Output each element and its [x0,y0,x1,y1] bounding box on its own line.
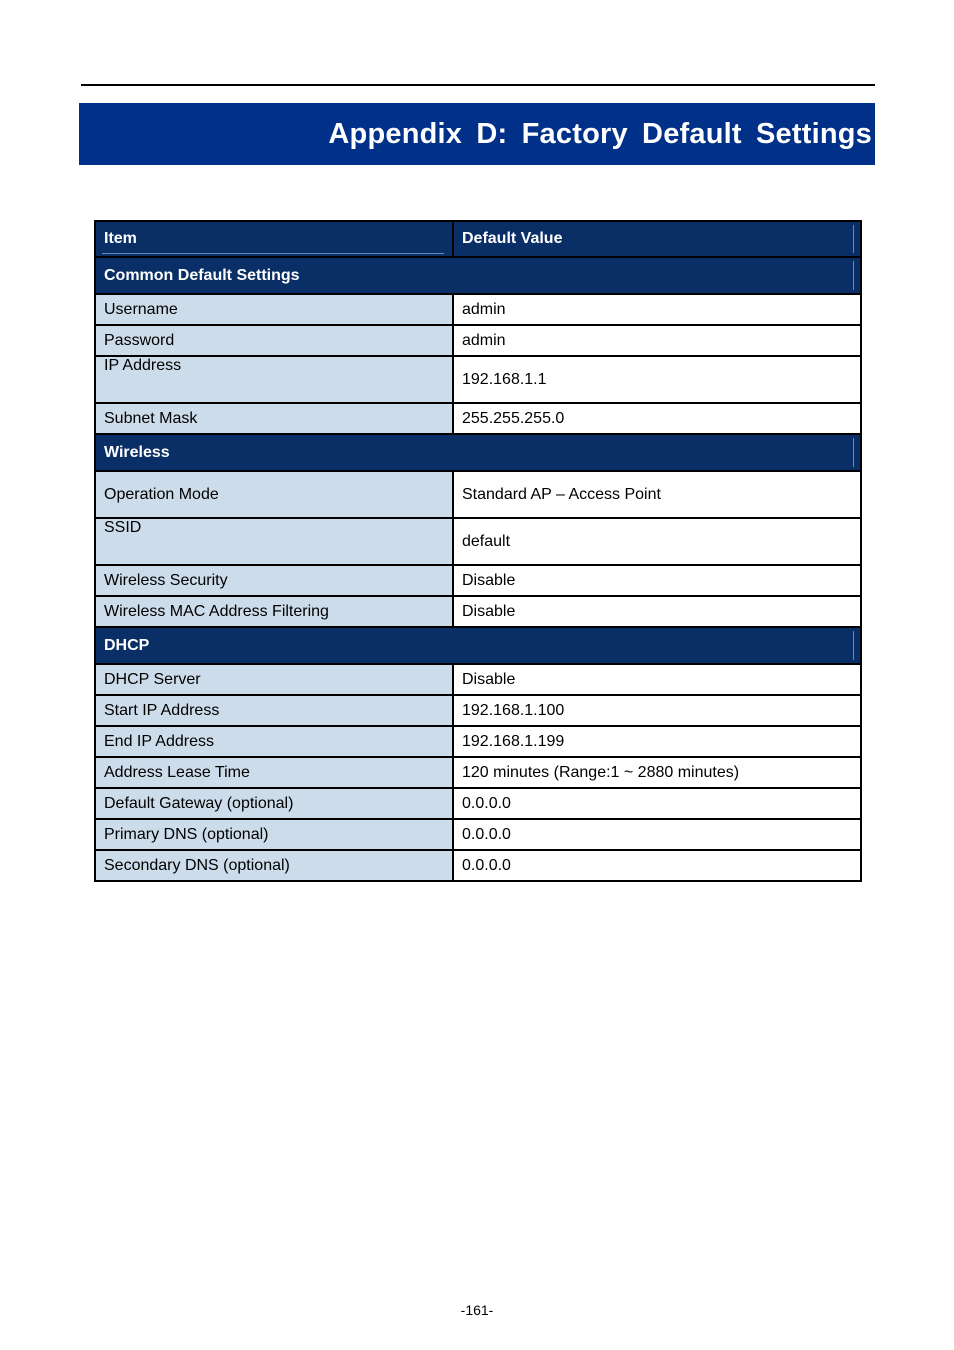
section-title: Wireless [95,434,861,471]
factory-defaults-table [94,220,862,882]
table-row [95,565,861,596]
table-row [95,788,861,819]
row-value: 0.0.0.0 [453,788,861,819]
page-title: Appendix D: Factory Default Settings [328,117,872,150]
row-item: Wireless MAC Address Filtering [95,596,453,627]
section-common-default-settings [95,257,861,294]
table-row [95,356,861,403]
row-value: Disable [453,565,861,596]
row-value: 120 minutes (Range:1 ~ 2880 minutes) [453,757,861,788]
row-item: Password [95,325,453,356]
row-item: Primary DNS (optional) [95,819,453,850]
table-row [95,294,861,325]
row-value: Disable [453,596,861,627]
row-value: 192.168.1.199 [453,726,861,757]
table-row [95,664,861,695]
section-dhcp [95,627,861,664]
row-value: admin [453,294,861,325]
page-number: -161- [460,1302,494,1318]
row-item: Default Gateway (optional) [95,788,453,819]
row-item: Address Lease Time [95,757,453,788]
top-rule [81,84,875,86]
row-item: Operation Mode [95,471,453,518]
row-value: Standard AP – Access Point [453,471,861,518]
table-row [95,757,861,788]
table-row [95,726,861,757]
row-item: Username [95,294,453,325]
row-value: default [453,518,861,565]
title-bar [79,103,875,165]
row-item: Start IP Address [95,695,453,726]
table-row [95,596,861,627]
table-header-row [95,221,861,257]
section-title: DHCP [95,627,861,664]
table-row [95,695,861,726]
row-item: Wireless Security [95,565,453,596]
table-row [95,819,861,850]
row-item: Subnet Mask [95,403,453,434]
header-default-value: Default Value [453,221,861,257]
row-value: 0.0.0.0 [453,819,861,850]
table-row [95,325,861,356]
row-value: Disable [453,664,861,695]
row-value: 0.0.0.0 [453,850,861,881]
table-row [95,471,861,518]
table-row [95,403,861,434]
row-item: IP Address [95,356,453,403]
row-value: 192.168.1.100 [453,695,861,726]
row-value: 192.168.1.1 [453,356,861,403]
section-wireless [95,434,861,471]
row-item: DHCP Server [95,664,453,695]
row-item: End IP Address [95,726,453,757]
table-row [95,850,861,881]
row-value: admin [453,325,861,356]
row-item: SSID [95,518,453,565]
table-row [95,518,861,565]
row-value: 255.255.255.0 [453,403,861,434]
section-title: Common Default Settings [95,257,861,294]
header-item: Item [95,221,453,257]
row-item: Secondary DNS (optional) [95,850,453,881]
